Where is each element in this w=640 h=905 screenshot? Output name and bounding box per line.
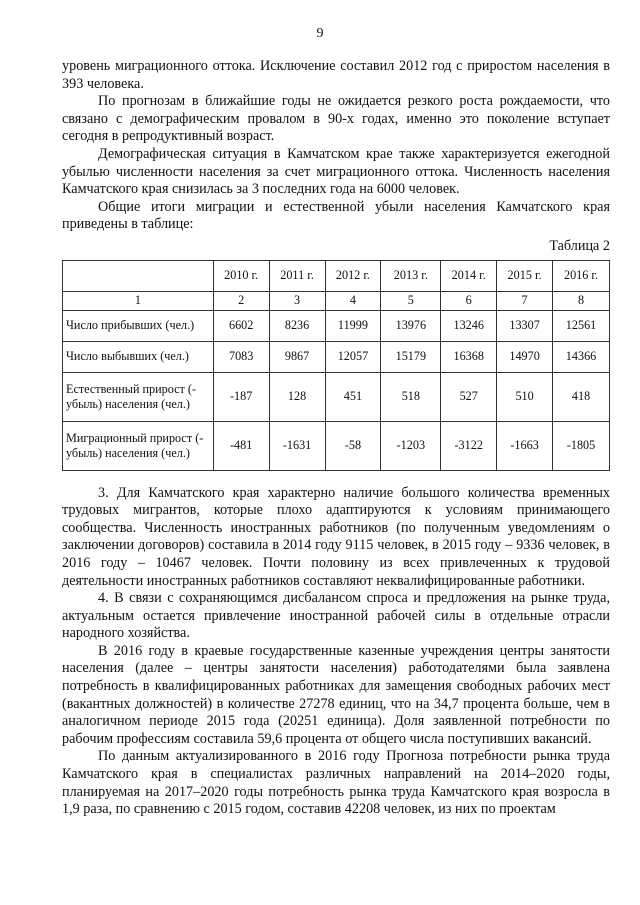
table-header-cell: 2012 г. [325, 260, 381, 291]
table-cell: 510 [497, 372, 553, 421]
table-cell: 13246 [441, 310, 497, 341]
table-cell: 7083 [213, 341, 269, 372]
table-header-cell: 2010 г. [213, 260, 269, 291]
table-cell: 527 [441, 372, 497, 421]
table-cell: 8236 [269, 310, 325, 341]
table-cell: -481 [213, 421, 269, 470]
table-cell: -1663 [497, 421, 553, 470]
table-cell: 13976 [381, 310, 441, 341]
table-cell: 128 [269, 372, 325, 421]
row-label: Число выбывших (чел.) [63, 341, 214, 372]
table-header-cell: 2014 г. [441, 260, 497, 291]
table-header-cell: 2016 г. [553, 260, 610, 291]
table-header-cell: 2011 г. [269, 260, 325, 291]
table-cell: 4 [325, 291, 381, 310]
table-header-cell: 2015 г. [497, 260, 553, 291]
table-cell: 6602 [213, 310, 269, 341]
row-label: Число прибывших (чел.) [63, 310, 214, 341]
table-cell: -1631 [269, 421, 325, 470]
table-cell: 15179 [381, 341, 441, 372]
document-body [62, 58, 610, 819]
table-cell: 5 [381, 291, 441, 310]
table-cell: 14366 [553, 341, 610, 372]
table-cell: 7 [497, 291, 553, 310]
table-cell: 2 [213, 291, 269, 310]
row-label: Миграционный прирост (- убыль) населения (чел.) [63, 421, 214, 470]
paragraph: Общие итоги миграции и естественной убыли населения Камчатского края приведены в таблице: [62, 198, 610, 233]
table-cell: 518 [381, 372, 441, 421]
paragraph: уровень миграционного оттока. Исключение составил 2012 год с приростом населения в 393 человека. [62, 58, 610, 92]
paragraph: Демографическая ситуация в Камчатском крае также характеризуется ежегодной убылью численности населения за счет миграционного оттока. Численность населения Камчатского края снизилась за 3 последних года на 6000 человек. [62, 145, 610, 198]
table-cell: 16368 [441, 341, 497, 372]
table-header-cell: 2013 г. [381, 260, 441, 291]
table-cell: 9867 [269, 341, 325, 372]
paragraph: По данным актуализированного в 2016 году Прогноза потребности рынка труда Камчатского края в специалистах различных направлений на 2014–2020 годы, планируемая на 2017–2020 годы потребность рынка труда Камчатского края возросла в 1,9 раза, по сравнению с 2015 годом, составив 42208 человек, из них по проектам [62, 748, 610, 818]
table-caption: Таблица 2 [549, 237, 610, 254]
table-cell: -1805 [553, 421, 610, 470]
table-cell: -187 [213, 372, 269, 421]
table-cell: 3 [269, 291, 325, 310]
paragraph: В 2016 году в краевые государственные казенные учреждения центры занятости населения (далее – центры занятости населения) работодателями была заявлена потребность в квалифицированных работниках для замещения свободных рабочих мест (вакантных должностей) в количестве 27278 единиц, что на 34,7 процента больше, чем в аналогичном периоде 2015 года (20251 единица). Доля заявленной потребности по рабочим профессиям составила 59,6 процента от общего числа поступивших вакансий. [62, 642, 610, 747]
table-header-cell [63, 260, 214, 291]
page-number: 9 [316, 26, 324, 41]
table-cell: 451 [325, 372, 381, 421]
table-cell: 12057 [325, 341, 381, 372]
table-cell: 418 [553, 372, 610, 421]
paragraph: 3. Для Камчатского края характерно наличие большого количества временных трудовых мигрантов, которые плохо адаптируются к условиям принимающего сообщества. Численность иностранных работников (по полученным уведомлениям о заключении договоров) составила в 2014 году 9115 человек, в 2015 году – 9336 человек, в 2016 году – 10467 человек. Почти половину из всех привлеченных к трудовой деятельности иностранных работников составляют неквалифицированные работники. [62, 484, 610, 589]
table-cell: 14970 [497, 341, 553, 372]
data-table [62, 260, 610, 471]
row-label: Естественный прирост (- убыль) населения (чел.) [63, 372, 214, 421]
table-header-row [63, 260, 610, 291]
table-row [63, 341, 610, 372]
table-cell: 11999 [325, 310, 381, 341]
table-cell: -3122 [441, 421, 497, 470]
table-column-number-row [63, 291, 610, 310]
table-cell: 12561 [553, 310, 610, 341]
table-cell: 13307 [497, 310, 553, 341]
table-cell: -58 [325, 421, 381, 470]
table-cell: 1 [63, 291, 214, 310]
paragraph: 4. В связи с сохраняющимся дисбалансом спроса и предложения на рынке труда, актуальным остается привлечение иностранной рабочей силы в отдельные отрасли народного хозяйства. [62, 590, 610, 642]
table-cell: -1203 [381, 421, 441, 470]
table-cell: 8 [553, 291, 610, 310]
table-cell: 6 [441, 291, 497, 310]
table-row [63, 310, 610, 341]
table-row [63, 421, 610, 470]
table-row [63, 372, 610, 421]
paragraph: По прогнозам в ближайшие годы не ожидается резкого роста рождаемости, что связано с демографическим провалом в 90-х годах, именно это поколение вступает сегодня в репродуктивный возраст. [62, 93, 610, 145]
